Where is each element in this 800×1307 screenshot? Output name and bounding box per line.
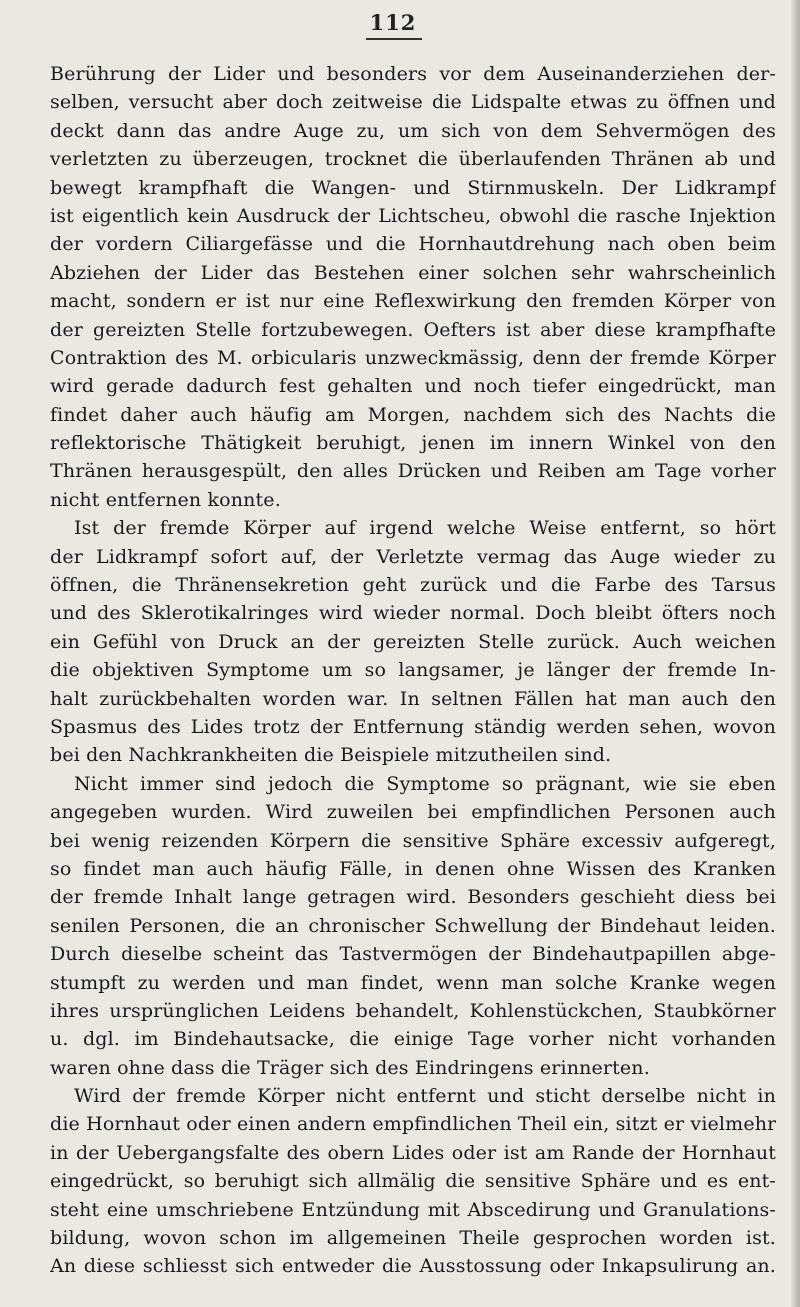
text-line: An diese schliesst sich entweder die Ausstossung oder Inkapsulirung an. bbox=[50, 1255, 776, 1278]
text-line: Wird der fremde Körper nicht entfernt und sticht derselbe nicht in bbox=[74, 1085, 776, 1108]
text-line: ihres ursprünglichen Leidens behandelt, Kohlenstückchen, Staubkörner bbox=[50, 999, 776, 1022]
text-line: die Hornhaut oder einen andern empfindlichen Theil ein, sitzt er vielmehr bbox=[50, 1113, 776, 1136]
text-line: Ist der fremde Körper auf irgend welche Weise entfernt, so hört bbox=[74, 517, 776, 540]
text-line: ein Gefühl von Druck an der gereizten Stelle zurück. Auch weichen bbox=[50, 630, 776, 653]
text-line: öffnen, die Thränensekretion geht zurück und die Farbe des Tarsus bbox=[50, 574, 776, 597]
text-line: wird gerade dadurch fest gehalten und noch tiefer eingedrückt, man bbox=[50, 375, 776, 398]
text-line: Thränen herausgespült, den alles Drücken und Reiben am Tage vorher bbox=[50, 460, 776, 483]
text-line: halt zurückbehalten worden war. In seltnen Fällen hat man auch den bbox=[50, 687, 776, 710]
text-line: waren ohne dass die Träger sich des Eindringens erinnerten. bbox=[50, 1056, 650, 1079]
text-line: bewegt krampfhaft die Wangen- und Stirnmuskeln. Der Lidkrampf bbox=[50, 176, 776, 199]
text-line: reflektorische Thätigkeit beruhigt, jenen im innern Winkel von den bbox=[50, 432, 776, 455]
text-line: die objektiven Symptome um so langsamer, je länger der fremde In- bbox=[50, 659, 776, 682]
text-line: senilen Personen, die an chronischer Schwellung der Bindehaut leiden. bbox=[50, 914, 776, 937]
text-line: bildung, wovon schon im allgemeinen Theile gesprochen worden ist. bbox=[50, 1227, 776, 1250]
text-line: Berührung der Lider und besonders vor dem Auseinanderziehen der- bbox=[50, 63, 776, 85]
text-line: der Lidkrampf sofort auf, der Verletzte vermag das Auge wieder zu bbox=[50, 545, 776, 568]
text-line: bei den Nachkrankheiten die Beispiele mitzutheilen sind. bbox=[50, 744, 612, 767]
text-line: macht, sondern er ist nur eine Reflexwirkung den fremden Körper von bbox=[50, 290, 776, 313]
text-line: so findet man auch häufig Fälle, in denen ohne Wissen des Kranken bbox=[50, 857, 776, 880]
text-line: stumpft zu werden und man findet, wenn man solche Kranke wegen bbox=[50, 971, 776, 994]
text-line: der vordern Ciliargefässe und die Hornhautdrehung nach oben beim bbox=[50, 233, 776, 256]
text-line: nicht entfernen konnte. bbox=[50, 488, 281, 511]
text-line: angegeben wurden. Wird zuweilen bei empfindlichen Personen auch bbox=[50, 801, 776, 824]
text-line: und des Sklerotikalringes wird wieder normal. Doch bleibt öfters noch bbox=[50, 602, 776, 625]
text-line: findet daher auch häufig am Morgen, nachdem sich des Nachts die bbox=[50, 403, 776, 426]
page-edge-shadow bbox=[790, 0, 800, 1307]
text-line: steht eine umschriebene Entzündung mit Abscedirung und Granulations- bbox=[50, 1198, 776, 1221]
text-line: bei wenig reizenden Körpern die sensitive Sphäre excessiv aufgeregt, bbox=[50, 829, 776, 852]
text-line: eingedrückt, so beruhigt sich allmälig die sensitive Sphäre und es ent- bbox=[50, 1170, 776, 1193]
body-text bbox=[50, 60, 776, 1281]
text-line: Spasmus des Lides trotz der Entfernung ständig werden sehen, wovon bbox=[50, 715, 776, 738]
text-line: selben, versucht aber doch zeitweise die Lidspalte etwas zu öffnen und bbox=[50, 91, 776, 114]
text-line: Contraktion des M. orbicularis unzweckmässig, denn der fremde Körper bbox=[50, 346, 776, 369]
text-line: deckt dann das andre Auge zu, um sich von dem Sehvermögen des bbox=[50, 119, 776, 142]
text-line: der gereizten Stelle fortzubewegen. Oefters ist aber diese krampfhafte bbox=[50, 318, 776, 341]
text-line: verletzten zu überzeugen, trocknet die überlaufenden Thränen ab und bbox=[50, 148, 776, 171]
text-line: Abziehen der Lider das Bestehen einer solchen sehr wahrscheinlich bbox=[50, 261, 776, 284]
text-line: Durch dieselbe scheint das Tastvermögen der Bindehautpapillen abge- bbox=[50, 943, 776, 966]
page-number: 112 bbox=[369, 10, 417, 35]
text-line: Nicht immer sind jedoch die Symptome so prägnant, wie sie eben bbox=[74, 772, 776, 795]
text-line: u. dgl. im Bindehautsacke, die einige Tage vorher nicht vorhanden bbox=[50, 1028, 776, 1051]
text-line: ist eigentlich kein Ausdruck der Lichtscheu, obwohl die rasche Injektion bbox=[50, 204, 776, 227]
text-line: der fremde Inhalt lange getragen wird. Besonders geschieht diess bei bbox=[50, 886, 776, 909]
text-line: in der Uebergangsfalte des obern Lides oder ist am Rande der Hornhaut bbox=[50, 1141, 776, 1164]
page-number-rule bbox=[366, 38, 422, 40]
